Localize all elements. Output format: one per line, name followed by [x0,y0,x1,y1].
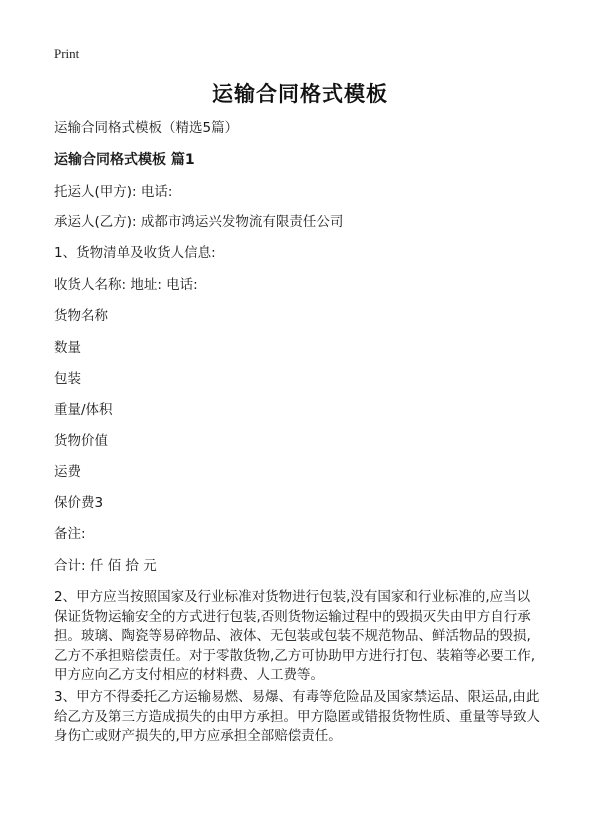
weight-volume-field: 重量/体积 [54,402,113,418]
page-title: 运输合同格式模板 [212,82,388,106]
total-field: 合计: 仟 佰 拾 元 [54,558,157,574]
clause3-line: 给乙方及第三方造成损失的由甲方承担。甲方隐匿或错报货物性质、重量等导致人 [54,708,540,725]
clause2-paragraph [54,588,554,686]
section-heading: 运输合同格式模板 篇1 [54,152,195,168]
clause2-line: 2、甲方应当按照国家及行业标准对货物进行包装,没有国家和行业标准的,应当以 [54,589,531,605]
receiver-field: 收货人名称: 地址: 电话: [54,277,198,293]
clause2-line: 乙方不承担赔偿责任。对于零散货物,乙方可协助甲方进行打包、装箱等必要工作, [54,647,536,664]
clause2-line: 保证货物运输安全的方式进行包装,否则货物运输过程中的毁损灭失由甲方自行承 [54,608,531,625]
clause3-line: 3、甲方不得委托乙方运输易燃、易爆、有毒等危险品及国家禁运品、限运品,由此 [54,689,540,705]
document-subtitle: 运输合同格式模板（精选5篇） [54,120,239,136]
carrier-field: 承运人(乙方): 成都市鸿运兴发物流有限责任公司 [54,214,344,230]
freight-field: 运费 [54,464,81,480]
insurance-fee-field: 保价费3 [54,495,104,511]
print-link[interactable]: Print [54,46,80,61]
clause2-line: 担。玻璃、陶瓷等易碎物品、液体、无包装或包装不规范物品、鲜活物品的毁损, [54,628,531,644]
packaging-field: 包装 [54,371,81,387]
remarks-field: 备注: [54,526,86,542]
goods-name-field: 货物名称 [54,308,108,324]
clause3-line: 身伤亡或财产损失的,甲方应承担全部赔偿责任。 [54,728,342,744]
clause3-paragraph [54,688,554,747]
consignor-field: 托运人(甲方): 电话: [54,184,173,200]
goods-value-field: 货物价值 [54,433,108,449]
clause1-title: 1、货物清单及收货人信息: [54,245,216,261]
clause2-line: 甲方应向乙方支付相应的材料费、人工费等。 [54,667,324,683]
quantity-field: 数量 [54,340,81,356]
